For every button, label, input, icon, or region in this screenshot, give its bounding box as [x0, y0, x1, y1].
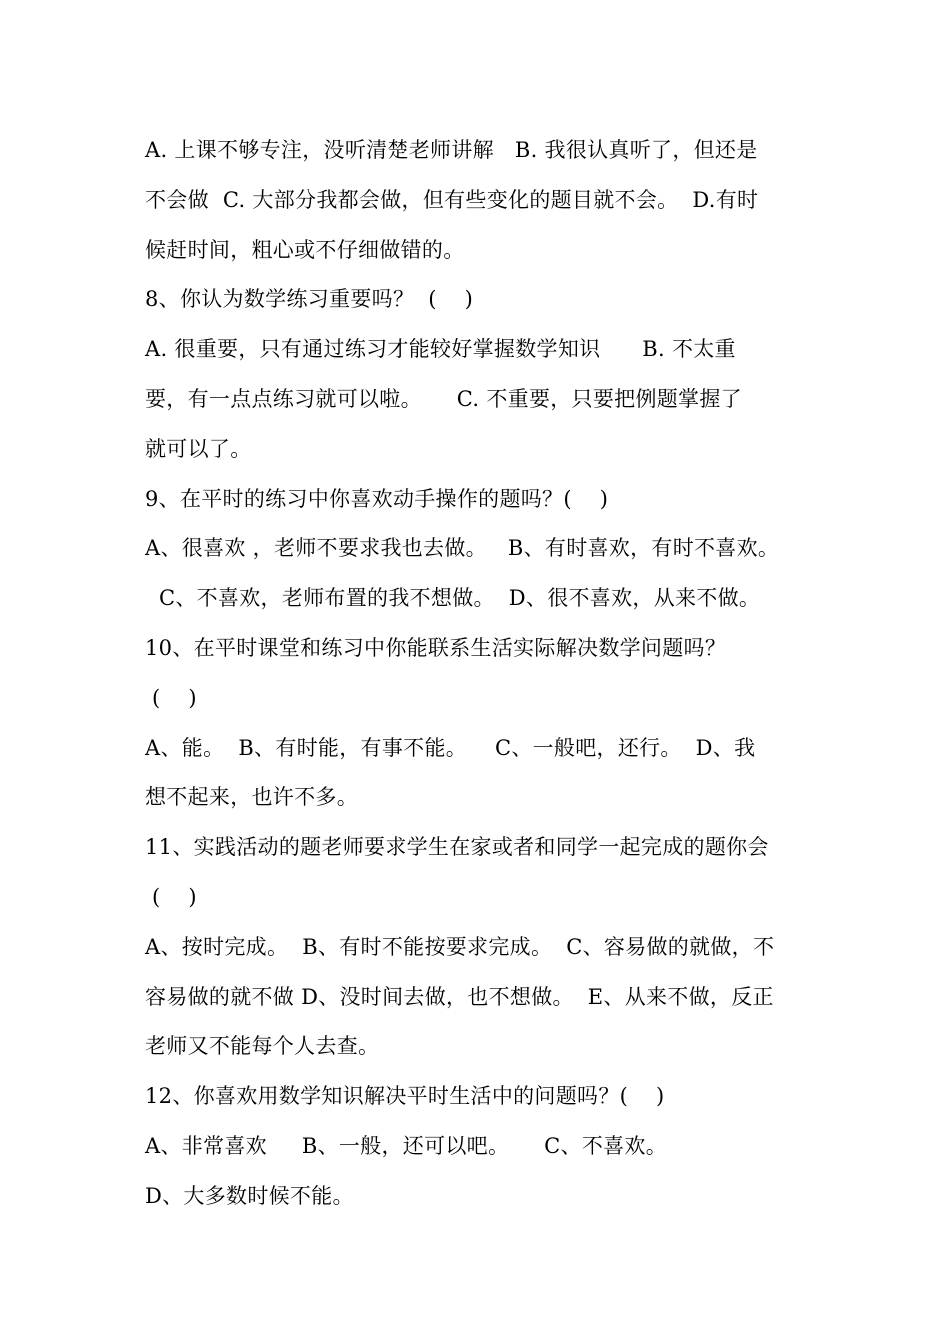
question-11-answer-blank: ( )	[145, 884, 197, 909]
question-10-answer-blank: ( )	[145, 685, 197, 710]
question-12: 12、你喜欢用数学知识解决平时生活中的问题吗？( )	[145, 1084, 665, 1109]
text-line-q12-options-1: A、非常喜欢 B、一般，还可以吧。 C、不喜欢。	[145, 1133, 668, 1158]
text-line-q9-options-1: A、很喜欢 ，老师不要求我也去做。 B、有时喜欢，有时不喜欢。	[145, 536, 780, 561]
text-line-q8-options-1: A. 很重要，只有通过练习才能较好掌握数学知识 B. 不太重	[145, 337, 736, 362]
text-line-q11-options-1: A、按时完成。 B、有时不能按要求完成。 C、容易做的就做，不	[145, 934, 775, 959]
document-body	[145, 126, 810, 1222]
question-8: 8、你认为数学练习重要吗？ ( )	[145, 287, 474, 312]
question-10: 10、在平时课堂和练习中你能联系生活实际解决数学问题吗？	[145, 635, 727, 660]
text-line-q8-options-2: 要，有一点点练习就可以啦。 C. 不重要，只要把例题掌握了	[145, 386, 742, 411]
text-line-q7-options-1: A. 上课不够专注，没听清楚老师讲解 B. 我很认真听了，但还是	[145, 138, 758, 162]
question-11: 11、实践活动的题老师要求学生在家或者和同学一起完成的题你会	[145, 835, 769, 860]
text-line-q7-options-3: 候赶时间，粗心或不仔细做错的。	[145, 237, 465, 262]
text-line-q10-options-1: A、能。 B、有时能，有事不能。 C、一般吧，还行。 D、我	[145, 735, 756, 760]
text-line-q11-options-2: 容易做的就不做 D、没时间去做，也不想做。 E、从来不做，反正	[145, 984, 774, 1009]
text-line-q10-options-2: 想不起来，也许不多。	[145, 785, 358, 810]
text-line-q11-options-3: 老师又不能每个人去查。	[145, 1034, 380, 1059]
text-line-q7-options-2: 不会做 C. 大部分我都会做，但有些变化的题目就不会。 D.有时	[145, 187, 759, 212]
text-line-q12-options-2: D、大多数时候不能。	[145, 1183, 354, 1208]
question-9: 9、在平时的练习中你喜欢动手操作的题吗？( )	[145, 486, 609, 511]
text-line-q9-options-2: C、不喜欢，老师布置的我不想做。 D、很不喜欢，从来不做。	[145, 586, 761, 611]
text-line-q8-options-3: 就可以了。	[145, 436, 252, 461]
